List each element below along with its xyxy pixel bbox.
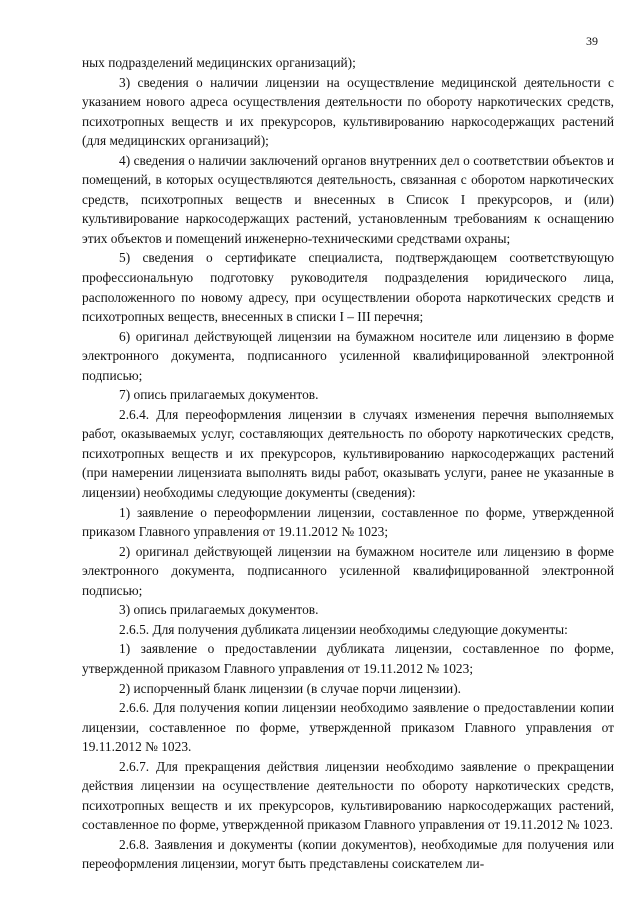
- page-number: 39: [586, 34, 598, 48]
- paragraph: 2.6.8. Заявления и документы (копии документов), необходимые для получения или переоформления лицензии, могут быть представлены соискателем ли-: [82, 836, 614, 872]
- paragraph: 2.6.4. Для переоформления лицензии в случаях изменения перечня выполняемых работ, оказываемых услуг, составляющих деятельность по обороту наркотических средств, психотропных веществ и их прекурсоров, культивированию наркосодержащих растений (при намерении лицензиата выполнять виды работ, оказывать услуги, ранее не указанные в лицензии) необходимы следующие документы (сведения):: [82, 406, 614, 501]
- paragraph: 4) сведения о наличии заключений органов внутренних дел о соответствии объектов и помещений, в которых осуществляются деятельность, связанная с оборотом наркотических средств, психотропных веществ и внесенных в Список I прекурсоров, и (или) культивирование наркосодержащих растений, установленным требованиям к оснащению этих объектов и помещений инженерно-техническими средствами охраны;: [82, 152, 614, 246]
- paragraph: 6) оригинал действующей лицензии на бумажном носителе или лицензию в форме электронного документа, подписанного усиленной квалифицированной электронной подписью;: [82, 328, 614, 383]
- paragraph: 2) испорченный бланк лицензии (в случае порчи лицензии).: [119, 680, 462, 696]
- paragraph: 2) оригинал действующей лицензии на бумажном носителе или лицензию в форме электронного документа, подписанного усиленной квалифицированной электронной подписью;: [82, 543, 614, 598]
- paragraph: 5) сведения о сертификате специалиста, подтверждающем соответствующую профессиональную подготовку руководителя подразделения юридического лица, расположенного по новому адресу, при осуществлении оборота наркотических средств и психотропных веществ, внесенных в списки I – III перечня;: [82, 250, 614, 325]
- document-body: [82, 53, 614, 874]
- paragraph: 7) опись прилагаемых документов.: [119, 387, 319, 403]
- paragraph: 2.6.7. Для прекращения действия лицензии необходимо заявление о прекращении действия лицензии на осуществление деятельности по обороту наркотических средств, психотропных веществ и их прекурсоров, культивированию наркосодержащих растений, составленное по форме, утвержденной приказом Главного управления от 19.11.2012 № 1023.: [82, 758, 614, 833]
- paragraph: 2.6.6. Для получения копии лицензии необходимо заявление о предоставлении копии лицензии, составленное по форме, утвержденной приказом Главного управления от 19.11.2012 № 1023.: [82, 700, 614, 755]
- paragraph: 3) сведения о наличии лицензии на осуществление медицинской деятельности с указанием нового адреса осуществления деятельности по обороту наркотических средств, психотропных веществ и их прекурсоров, культивированию наркосодержащих растений (для медицинских организаций);: [82, 74, 614, 149]
- paragraph: 1) заявление о предоставлении дубликата лицензии, составленное по форме, утвержденной приказом Главного управления от 19.11.2012 № 1023;: [82, 641, 614, 676]
- paragraph: 1) заявление о переоформлении лицензии, составленное по форме, утвержденной приказом Главного управления от 19.11.2012 № 1023;: [82, 504, 614, 540]
- paragraph: ных подразделений медицинских организаций);: [82, 55, 356, 70]
- paragraph: 2.6.5. Для получения дубликата лицензии необходимы следующие документы:: [119, 621, 568, 637]
- paragraph: 3) опись прилагаемых документов.: [119, 602, 319, 618]
